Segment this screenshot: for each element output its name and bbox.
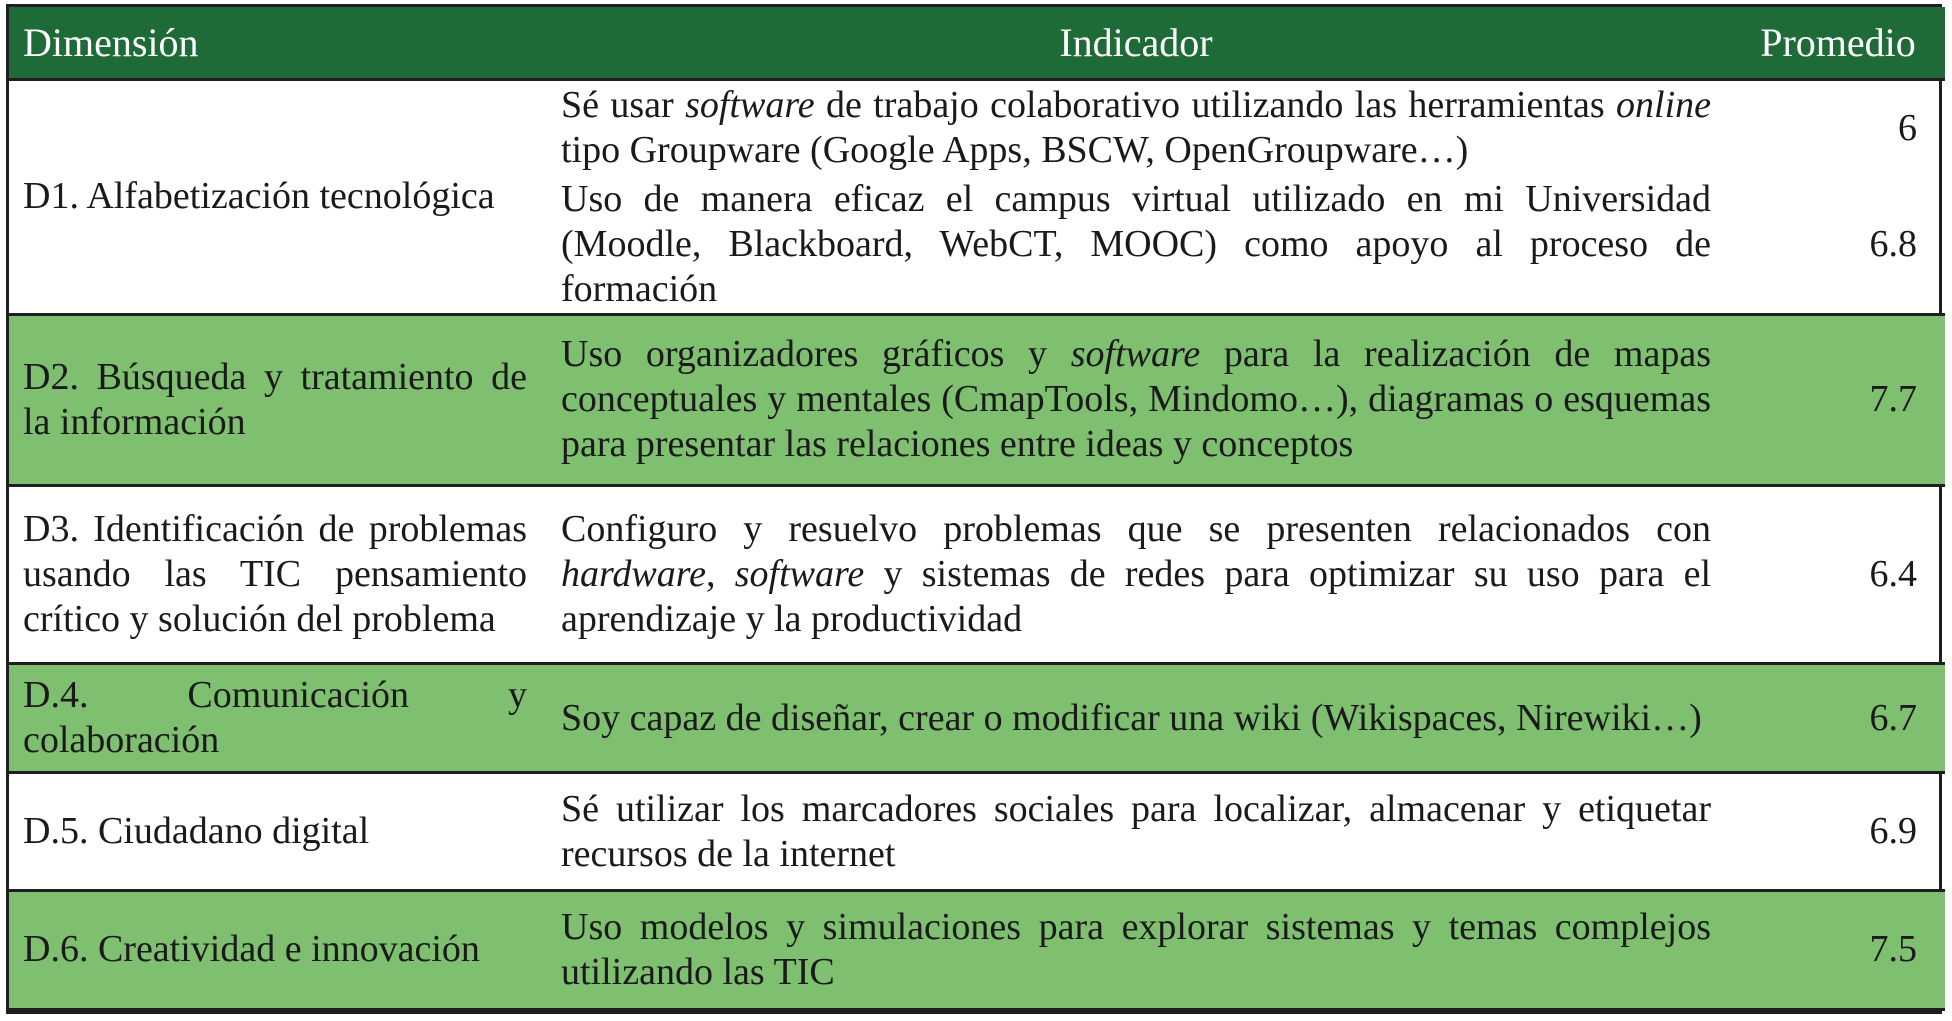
indicator-text: , — [705, 553, 735, 596]
indicator-cell — [541, 773, 1731, 890]
average-cell: 7.7 — [1731, 314, 1945, 486]
indicator-cell — [541, 486, 1731, 664]
table-row — [9, 773, 1945, 890]
indicator-cell — [541, 176, 1731, 314]
table-header-row — [9, 7, 1945, 79]
header-indicator: Indicador — [541, 7, 1731, 79]
average-cell: 6.7 — [1731, 664, 1945, 773]
header-dimension: Dimensión — [9, 7, 541, 79]
table-row — [9, 486, 1945, 664]
indicator-text: Sé utilizar los marcadores sociales para localizar, almacenar y etiquetar recursos de la internet — [561, 787, 1711, 875]
indicator-text: Configuro y resuelvo problemas que se presenten relacionados con — [561, 508, 1711, 551]
table-frame — [6, 4, 1942, 1014]
indicator-cell — [541, 890, 1731, 1009]
table-row — [9, 664, 1945, 773]
dimension-cell: D1. Alfabetización tecnológica — [23, 175, 495, 217]
table-row — [9, 79, 1945, 176]
average-cell: 6.4 — [1869, 553, 1917, 596]
dimension-cell: D3. Identificación de problemas usando las TIC pensamiento crítico y solución del problema — [23, 508, 527, 641]
indicators-table — [9, 7, 1945, 1011]
indicator-text: para la realización de mapas conceptuales y mentales (CmapTools, Mindomo…), diagramas o esquemas para presentar las relaciones entre ideas y conceptos — [561, 333, 1711, 466]
indicator-italic: online — [1616, 84, 1712, 127]
average-cell: 6.9 — [1869, 810, 1917, 853]
indicator-text: Soy capaz de diseñar, crear o modificar una wiki (Wikispaces, Nirewiki…) — [561, 696, 1702, 739]
indicator-text: tipo Groupware (Google Apps, BSCW, OpenGroupware…) — [561, 129, 1469, 172]
indicator-cell — [541, 314, 1731, 486]
dimension-cell: D.6. Creatividad e innovación — [9, 890, 541, 1009]
indicator-text: Sé usar — [561, 84, 686, 127]
indicator-text: Uso modelos y simulaciones para explorar sistemas y temas complejos utilizando las TIC — [561, 905, 1711, 993]
indicator-text: de trabajo colaborativo utilizando las herramientas — [814, 84, 1617, 127]
table-row — [9, 314, 1945, 486]
table-row — [9, 890, 1945, 1009]
average-cell: 6 — [1898, 106, 1917, 149]
indicator-cell — [541, 79, 1731, 176]
header-average: Promedio — [1731, 7, 1945, 79]
indicator-text: Uso organizadores gráficos y — [561, 333, 1071, 376]
indicator-italic: software — [685, 84, 815, 127]
indicator-italic: hardware — [561, 553, 706, 596]
indicator-text: Uso de manera eficaz el campus virtual utilizado en mi Universidad (Moodle, Blackboard, WebCT, MOOC) como apoyo al proceso de formación — [561, 177, 1711, 310]
indicator-italic: software — [734, 553, 865, 596]
dimension-cell: D.5. Ciudadano digital — [23, 810, 370, 853]
dimension-cell: D.4. Comunicación y colaboración — [9, 664, 541, 773]
indicator-italic: software — [1070, 333, 1201, 376]
indicator-text: y sistemas de redes para optimizar su uso para el aprendizaje y la productividad — [561, 553, 1712, 641]
dimension-cell: D2. Búsqueda y tratamiento de la información — [9, 314, 541, 486]
average-cell: 7.5 — [1731, 890, 1945, 1009]
indicator-cell — [541, 664, 1731, 773]
average-cell: 6.8 — [1869, 222, 1917, 265]
